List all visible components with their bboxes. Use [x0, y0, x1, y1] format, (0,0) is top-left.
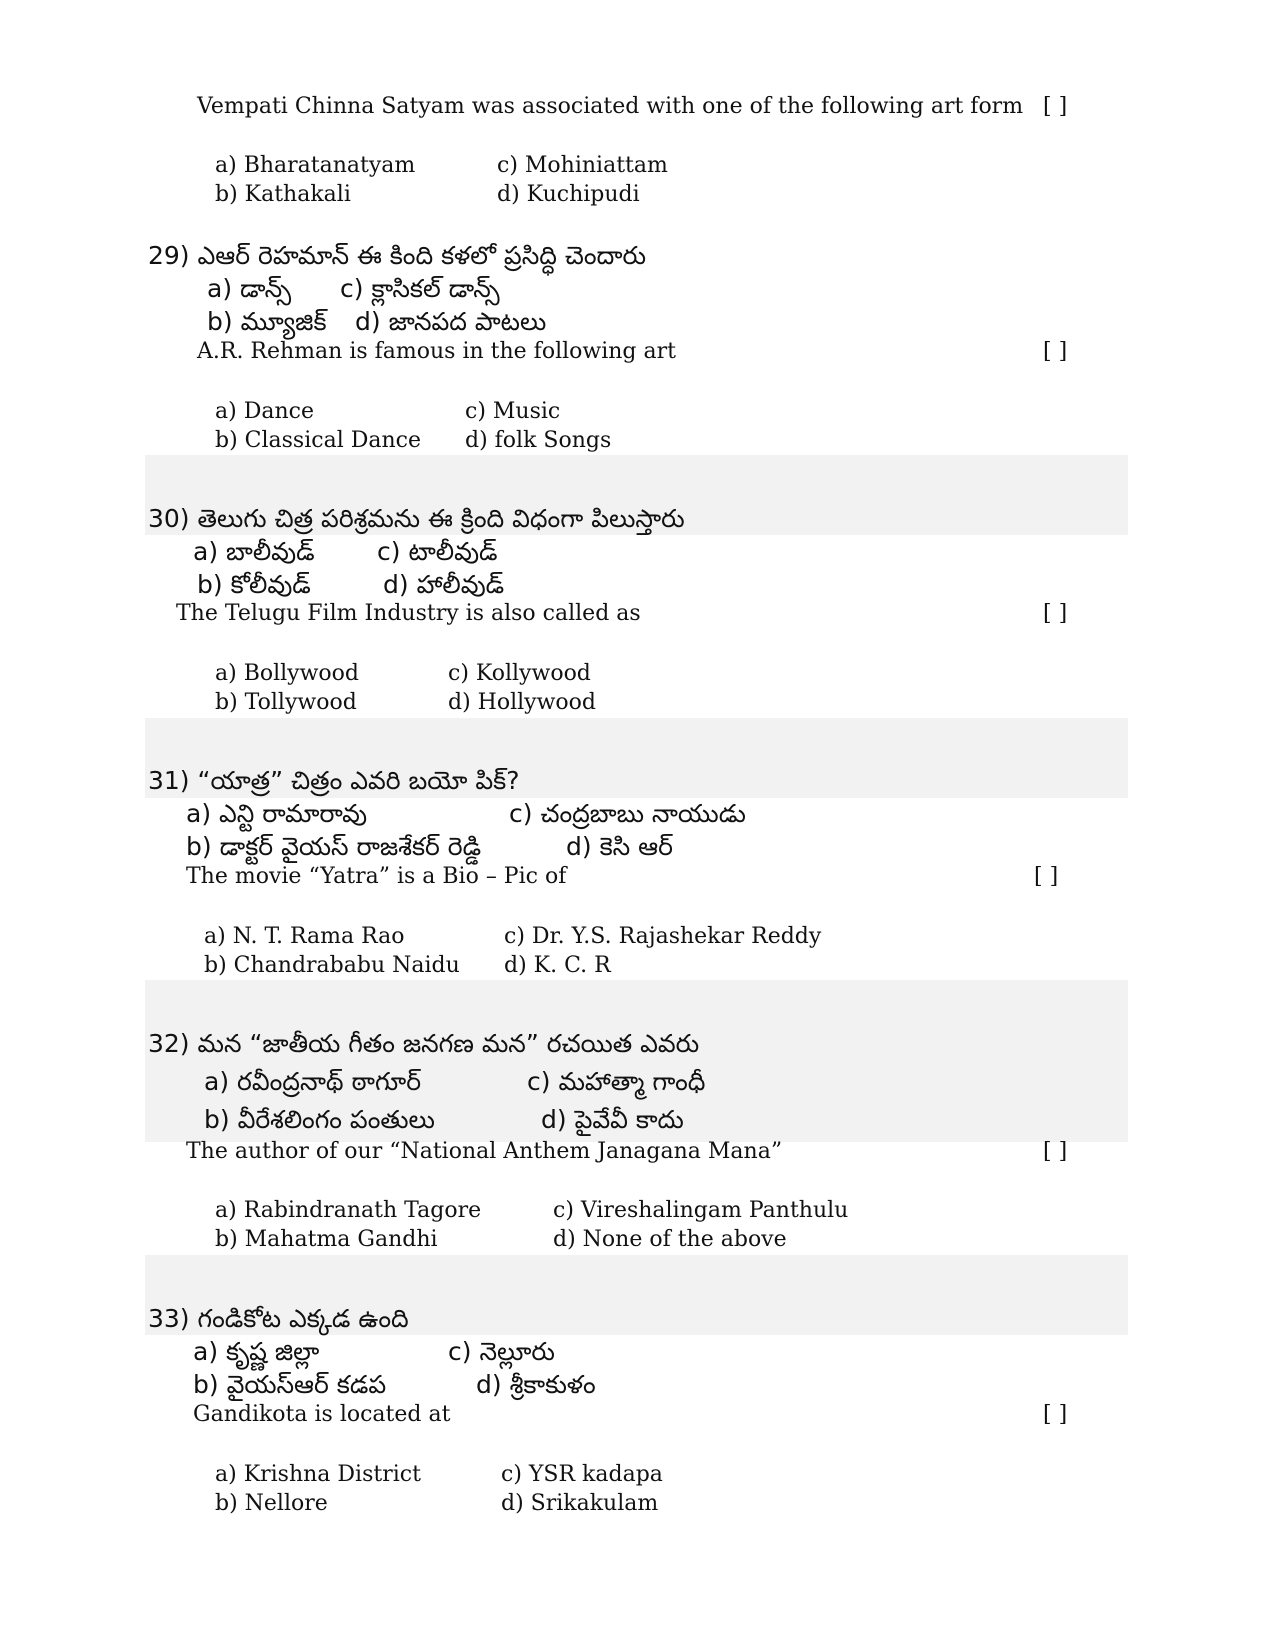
question-32-english: The author of our “National Anthem Janagana Mana” [186, 1139, 783, 1164]
option-29-te-b: b) మ్యూజిక్ [207, 307, 327, 336]
option-32-b: b) Mahatma Gandhi [215, 1227, 438, 1252]
option-33-te-a: a) కృష్ణ జిల్లా [193, 1337, 320, 1366]
question-31-telugu: 31) “యాత్ర” చిత్రం ఎవరి బయో పిక్? [148, 766, 520, 795]
option-31-te-a: a) ఎన్టి రామారావు [186, 799, 368, 828]
option-32-c: c) Vireshalingam Panthulu [553, 1198, 849, 1223]
option-30-d: d) Hollywood [448, 690, 596, 715]
option-31-c: c) Dr. Y.S. Rajashekar Reddy [504, 924, 822, 949]
option-28-a: a) Bharatanatyam [215, 153, 416, 178]
answer-bracket-31[interactable]: [ ] [1034, 864, 1059, 889]
question-31-english: The movie “Yatra” is a Bio – Pic of [186, 864, 567, 889]
option-31-te-c: c) చంద్రబాబు నాయుడు [509, 799, 746, 828]
option-29-te-a: a) డాన్స్ [207, 274, 292, 303]
option-33-d: d) Srikakulam [501, 1491, 659, 1516]
question-33-telugu: 33) గండికోట ఎక్కడ ఉంది [148, 1304, 409, 1333]
question-29-english: A.R. Rehman is famous in the following art [197, 339, 676, 364]
option-30-te-c: c) టాలీవుడ్ [377, 537, 498, 566]
option-32-te-a: a) రవీంద్రనాథ్ ఠాగూర్ [204, 1067, 422, 1096]
option-33-a: a) Krishna District [215, 1462, 421, 1487]
option-28-d: d) Kuchipudi [497, 182, 640, 207]
option-28-c: c) Mohiniattam [497, 153, 668, 178]
question-28-english: Vempati Chinna Satyam was associated with one of the following art form [197, 94, 1024, 119]
option-30-b: b) Tollywood [215, 690, 357, 715]
answer-bracket-28[interactable]: [ ] [1043, 94, 1068, 119]
question-30-english: The Telugu Film Industry is also called as [176, 601, 641, 626]
answer-bracket-33[interactable]: [ ] [1043, 1402, 1068, 1427]
option-32-d: d) None of the above [553, 1227, 787, 1252]
question-32-telugu: 32) మన “జాతీయ గీతం జనగణ మన” రచయిత ఎవరు [148, 1029, 700, 1058]
option-33-te-b: b) వైయస్ఆర్ కడప [193, 1370, 387, 1399]
option-29-a: a) Dance [215, 399, 314, 424]
question-29-telugu: 29) ఎఆర్ రెహమాన్ ఈ కింది కళలో ప్రసిద్ధి చెందారు [148, 241, 646, 270]
option-28-b: b) Kathakali [215, 182, 351, 207]
option-32-te-b: b) వీరేశలింగం పంతులు [204, 1105, 435, 1134]
option-30-te-b: b) కోలీవుడ్ [197, 570, 311, 599]
option-32-a: a) Rabindranath Tagore [215, 1198, 482, 1223]
option-33-te-d: d) శ్రీకాకుళం [476, 1370, 596, 1399]
question-30-telugu: 30) తెలుగు చిత్ర పరిశ్రమను ఈ క్రింది విధంగా పిలుస్తారు [148, 504, 685, 533]
option-29-b: b) Classical Dance [215, 428, 421, 453]
option-32-te-d: d) పైవేవీ కాదు [541, 1105, 684, 1134]
option-30-te-a: a) బాలీవుడ్ [193, 537, 315, 566]
question-33-english: Gandikota is located at [193, 1402, 451, 1427]
option-29-c: c) Music [465, 399, 561, 424]
option-33-c: c) YSR kadapa [501, 1462, 663, 1487]
option-31-a: a) N. T. Rama Rao [204, 924, 405, 949]
answer-bracket-30[interactable]: [ ] [1043, 601, 1068, 626]
option-31-b: b) Chandrababu Naidu [204, 953, 460, 978]
option-32-te-c: c) మహాత్మా గాంధీ [527, 1067, 706, 1096]
option-33-b: b) Nellore [215, 1491, 328, 1516]
option-29-te-c: c) క్లాసికల్ డాన్స్ [340, 274, 500, 303]
option-30-c: c) Kollywood [448, 661, 591, 686]
option-33-te-c: c) నెల్లూరు [448, 1337, 555, 1366]
option-31-d: d) K. C. R [504, 953, 611, 978]
option-31-te-b: b) డాక్టర్ వైయస్ రాజశేకర్ రెడ్డి [186, 832, 482, 861]
answer-bracket-29[interactable]: [ ] [1043, 339, 1068, 364]
option-29-te-d: d) జానపద పాటలు [355, 307, 547, 336]
option-30-te-d: d) హాలీవుడ్ [383, 570, 505, 599]
answer-bracket-32[interactable]: [ ] [1043, 1139, 1068, 1164]
option-31-te-d: d) కెసి ఆర్ [566, 832, 673, 861]
option-29-d: d) folk Songs [465, 428, 612, 453]
option-30-a: a) Bollywood [215, 661, 360, 686]
